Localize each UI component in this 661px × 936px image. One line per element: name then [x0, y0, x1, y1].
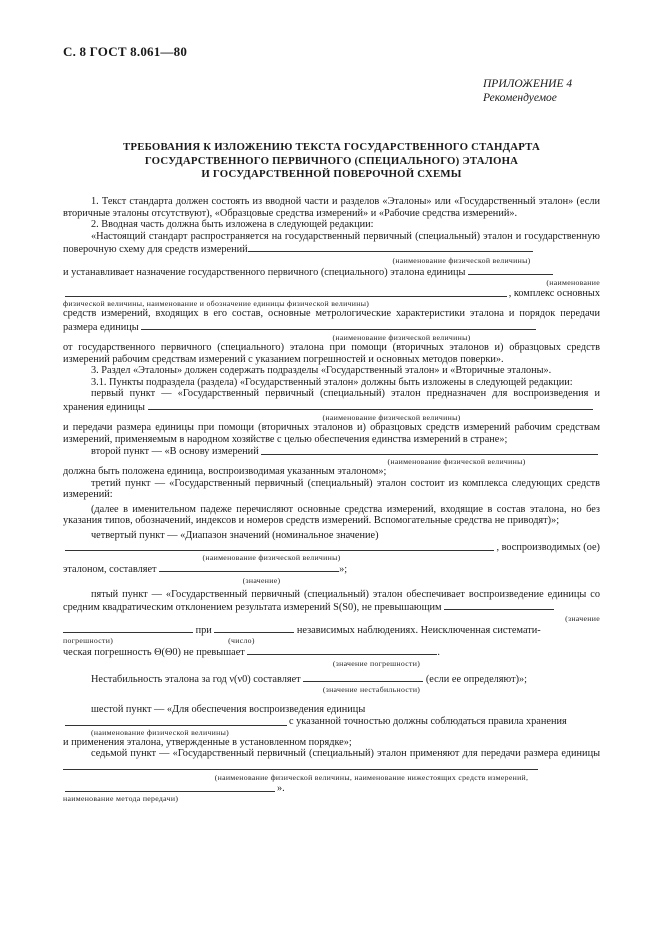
field-caption: (наименование физической величины): [91, 727, 230, 737]
paragraph-text: ческая погрешность Θ(Θ0) не превышает: [63, 647, 245, 658]
paragraph: и применения эталона, утвержденные в установленном порядке»;: [63, 736, 352, 748]
appendix-status: Рекомендуемое: [483, 92, 557, 104]
paragraph: [63, 672, 600, 686]
blank-field: [159, 562, 339, 572]
field-caption: (наименование физической величины): [387, 457, 526, 466]
paragraph-text: эталоном, составляет: [63, 564, 157, 575]
blank-line: [63, 782, 600, 794]
paragraph: и передачи размера единицы при помощи (вторичных эталонов и) образцовых средств измерений рабочим средствам измерений, применяемым в народном хозяйстве с целью обеспечения единства измерений в стране»;: [63, 422, 600, 445]
caption-text: (число): [228, 636, 255, 645]
paragraph-text: Нестабильность эталона за год ν(ν0) составляет: [91, 673, 301, 685]
paragraph: четвертый пункт — «Диапазон значений (номинальное значение): [91, 529, 379, 541]
paragraph-text: , воспроизводимых (ое): [496, 541, 600, 553]
field-caption: физической величины, наименование и обозначение единицы физической величины): [63, 299, 370, 308]
blank-line: [63, 541, 600, 553]
paragraph: [63, 623, 600, 637]
paragraph: [63, 748, 600, 773]
paragraph-text: , комплекс основных: [508, 287, 600, 299]
field-caption: (наименование физической величины): [392, 255, 531, 265]
blank-field: [468, 265, 553, 275]
field-caption: (наименование физической величины, наименование нижестоящих средств измерений,: [214, 773, 529, 782]
blank-field: [148, 400, 593, 410]
blank-field: [247, 645, 437, 655]
paragraph-text: (если ее определяют)»;: [425, 673, 528, 685]
title-line-1: ТРЕБОВАНИЯ К ИЗЛОЖЕНИЮ ТЕКСТА ГОСУДАРСТВЕННОГО СТАНДАРТА: [123, 141, 540, 153]
paragraph-text: средств измерений, входящих в его состав, основные метрологические характеристики эталона и порядок передачи размера единицы: [63, 308, 600, 333]
document-body: [63, 196, 600, 803]
paragraph-text: при: [195, 624, 212, 636]
page-header: С. 8 ГОСТ 8.061—80: [63, 44, 188, 59]
paragraph: [63, 265, 600, 279]
field-caption: (наименование физической величины): [332, 333, 471, 342]
paragraph: ческая погрешность Θ(Θ0) не превышает .: [63, 647, 440, 658]
paragraph-text: «Настоящий стандарт распространяется на государственный первичный (специальный) эталон и государственную поверочную схему для средств измерений: [63, 230, 600, 255]
paragraph-text: первый пункт — «Государственный первичный (специальный) эталон предназначен для воспроизведения и хранения единицы: [63, 388, 600, 413]
paragraph: 1. Текст стандарта должен состоять из вводной части и разделов «Эталоны» или «Государственный эталон» (если вторичные эталоны отсутствуют), «Образцовые средства измерений» и «Рабочие средства измерений».: [63, 196, 600, 219]
field-caption: (значение нестабильности): [322, 685, 421, 694]
paragraph-text: и устанавливает назначение государственного первичного (специального) эталона единицы: [63, 266, 466, 278]
paragraph-text: ».: [277, 782, 285, 794]
appendix-label: [483, 77, 573, 105]
field-caption: наименование метода передачи): [63, 794, 179, 803]
blank-field: [214, 623, 294, 633]
paragraph: третий пункт — «Государственный первичный (специальный) эталон состоит из комплекса следующих средств измерений:: [63, 477, 600, 500]
paragraph: [63, 231, 600, 256]
blank-line: [63, 287, 600, 299]
paragraph: [63, 308, 600, 333]
paragraph-text: седьмой пункт — «Государственный первичный (специальный) эталон применяют для передачи размера единицы: [91, 748, 600, 759]
title-line-2: ГОСУДАРСТВЕННОГО ПЕРВИЧНОГО (СПЕЦИАЛЬНОГО) ЭТАЛОНА: [144, 154, 519, 167]
paragraph: шестой пункт — «Для обеспечения воспроизведения единицы: [91, 704, 366, 715]
appendix-number: ПРИЛОЖЕНИЕ 4: [483, 78, 573, 90]
paragraph: 2. Вводная часть должна быть изложена в следующей редакции:: [91, 219, 374, 230]
field-caption: (наименование физической величины): [202, 553, 341, 562]
paragraph: 3.1. Пункты подраздела (раздела) «Государственный эталон» должны быть изложены в следующей редакции:: [91, 376, 573, 388]
title-line-3: И ГОСУДАРСТВЕННОЙ ПОВЕРОЧНОЙ СХЕМЫ: [201, 168, 462, 181]
field-caption: (наименование физической величины): [322, 413, 461, 422]
caption-text: погрешности): [63, 636, 114, 645]
paragraph-text: »;: [339, 564, 348, 575]
paragraph: [63, 562, 600, 576]
paragraph-text: пятый пункт — «Государственный первичный (специальный) эталон обеспечивает воспроизведение единицы со средним квадратическим отклонением результата измерений S(S0), не превышающим: [63, 588, 600, 613]
paragraph: 3. Раздел «Эталоны» должен содержать подразделы «Государственный эталон» и «Вторичные эталоны».: [91, 365, 552, 376]
blank-line: [63, 716, 600, 728]
paragraph: (далее в именительном падеже перечисляют основные средства измерений, входящие в состав эталона, но без указания типов, обозначений, индексов и номеров средств измерений. Вспомогательные средства не приводят)»;: [63, 503, 600, 526]
paragraph: [63, 388, 600, 413]
blank-field: [63, 623, 193, 633]
document-title: [63, 141, 600, 182]
blank-field: [303, 672, 423, 682]
field-caption: (значение): [242, 575, 281, 585]
blank-field: [248, 242, 533, 252]
paragraph: должна быть положена единица, воспроизводимая указанным эталоном»;: [63, 466, 387, 477]
field-caption: (наименование: [546, 278, 600, 287]
blank-field: [141, 320, 536, 330]
field-caption: (значение: [565, 613, 600, 623]
field-caption: [63, 636, 600, 645]
blank-field: [444, 600, 554, 610]
paragraph: от государственного первичного (специального) эталона при помощи (вторичных эталонов и) образцовых средств измерений рабочим средствам измерений с указанием погрешностей и основных методов поверки».: [63, 342, 600, 365]
paragraph: [63, 445, 600, 457]
paragraph-text: независимых наблюдениях. Неисключенная системати-: [296, 624, 541, 636]
paragraph-text: второй пункт — «В основу измерений: [91, 445, 259, 457]
paragraph: [63, 589, 600, 614]
blank-field: [63, 760, 538, 770]
paragraph-text: с указанной точностью должны соблюдаться правила хранения: [289, 716, 567, 727]
field-caption: (значение погрешности): [332, 658, 421, 668]
